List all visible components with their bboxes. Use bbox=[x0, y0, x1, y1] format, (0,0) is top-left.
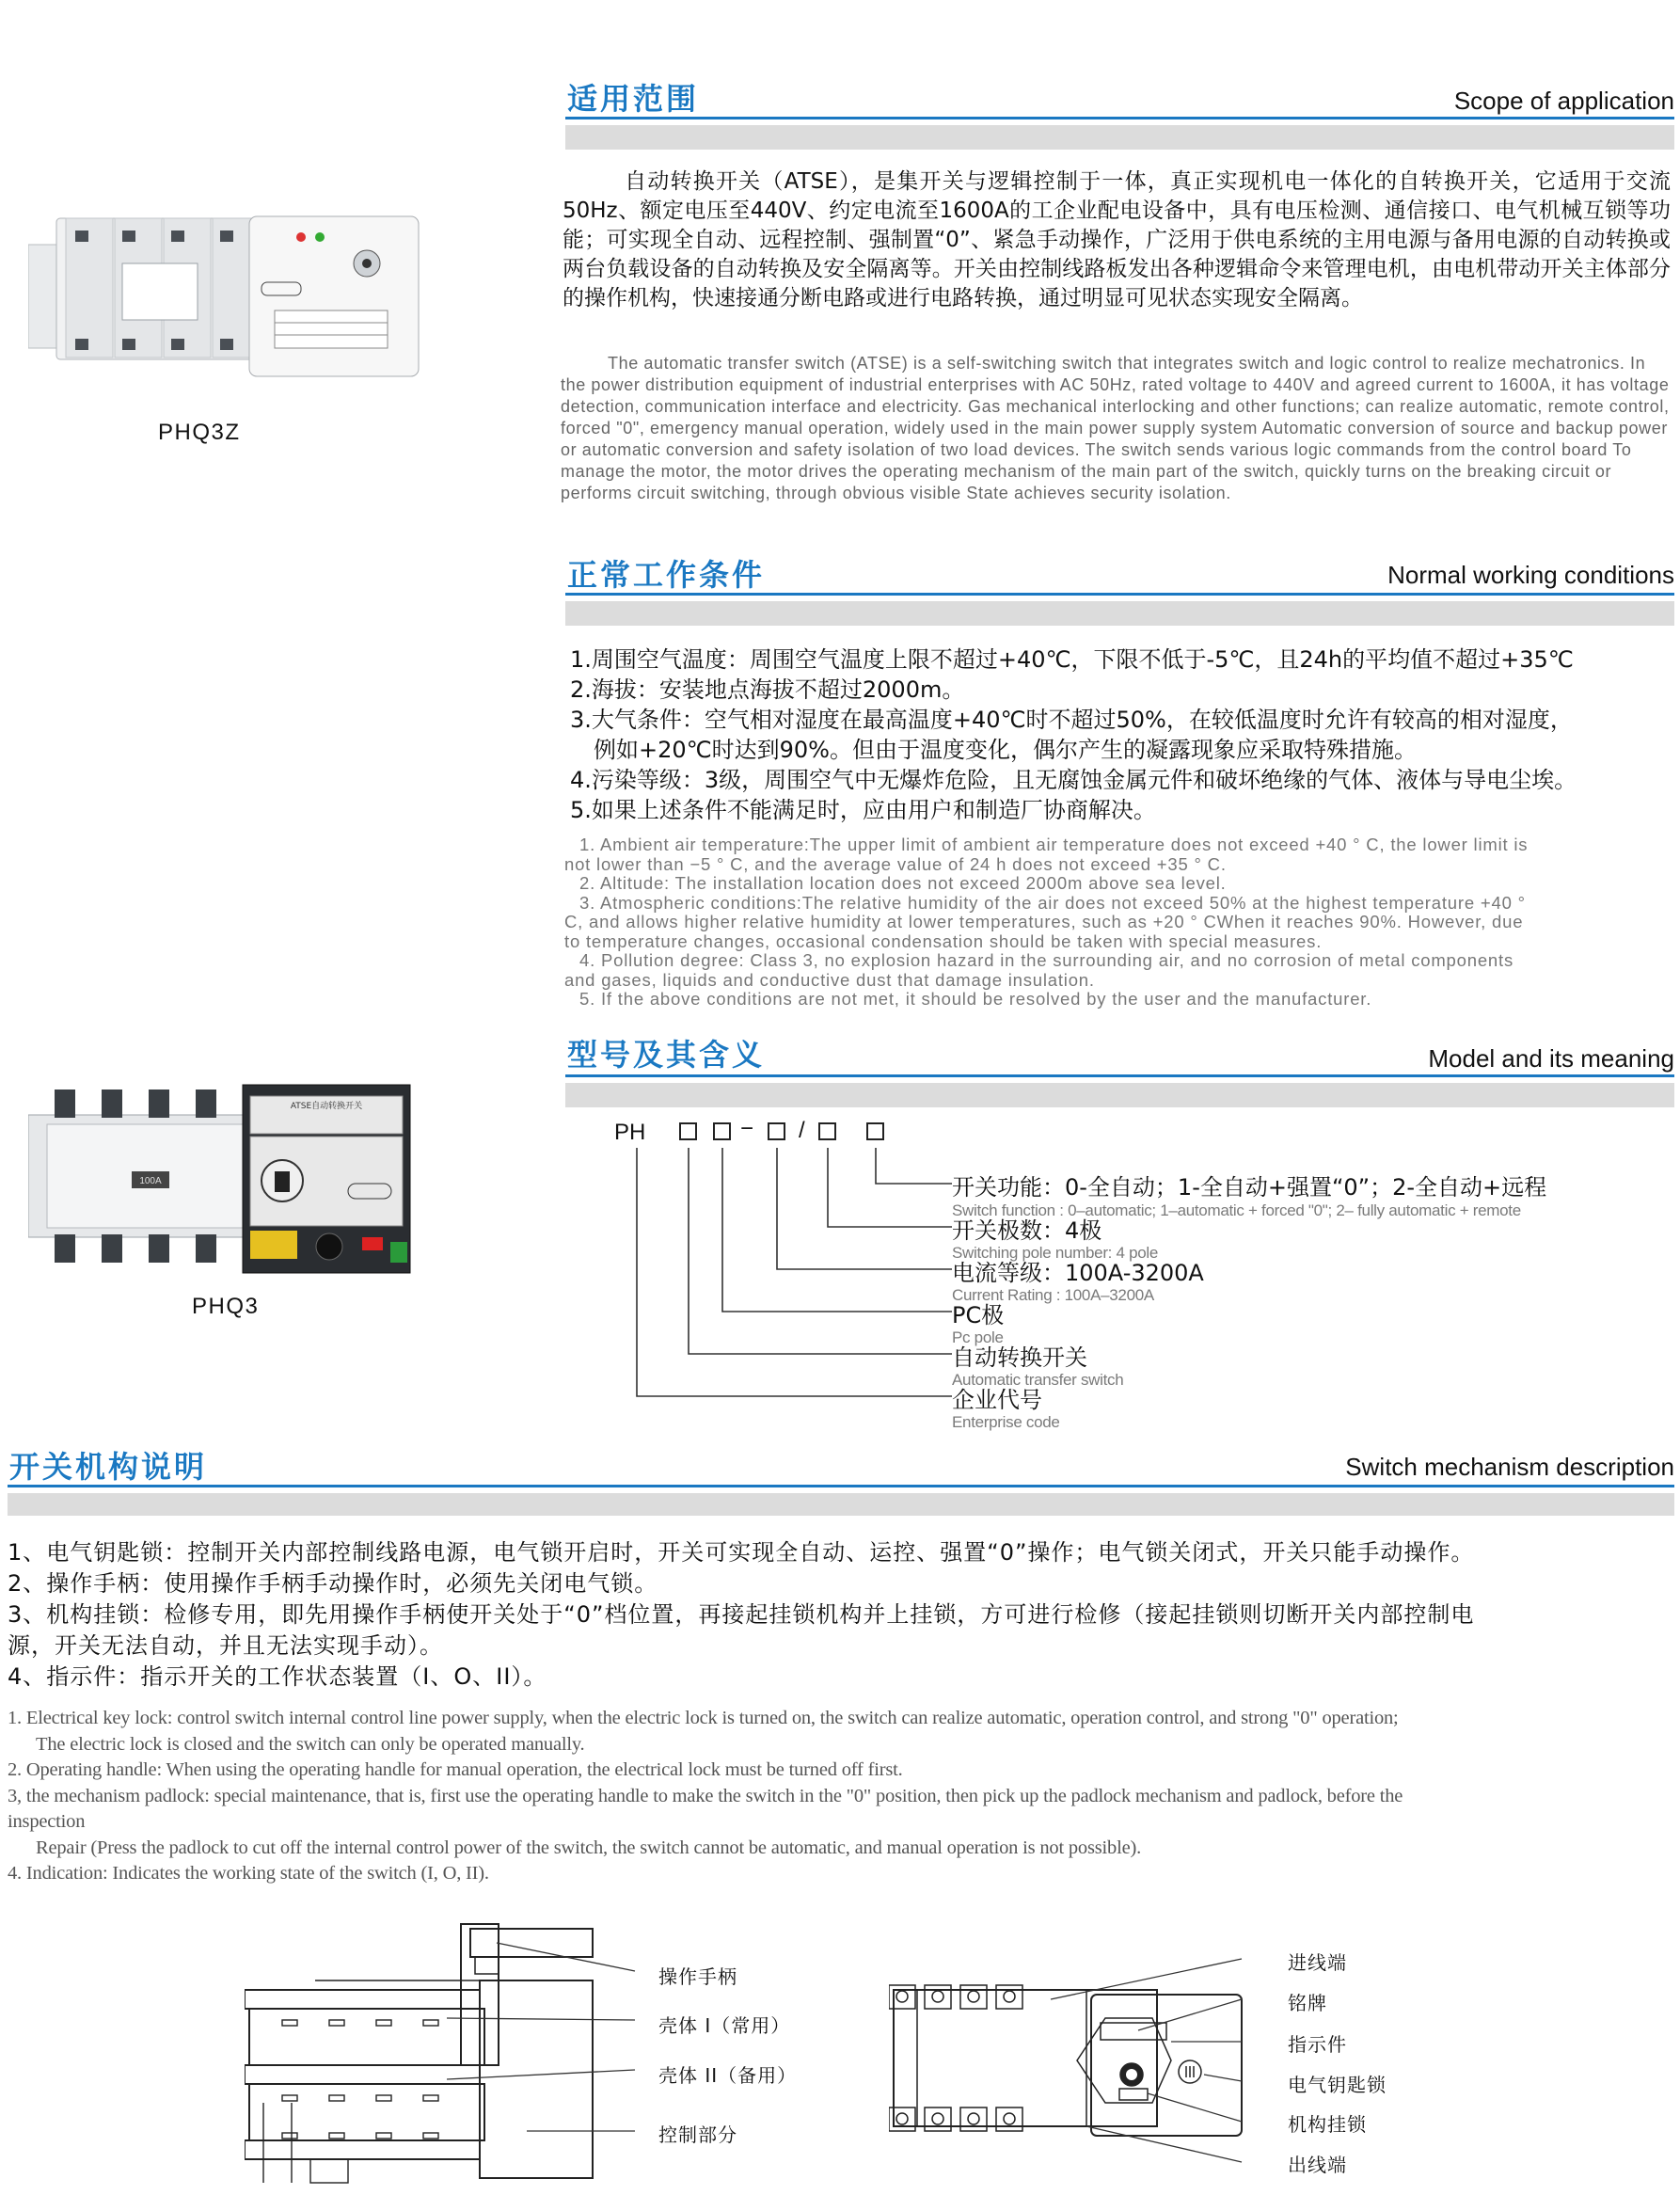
diagram-label-key-lock: 电气钥匙锁 bbox=[1288, 2074, 1387, 2096]
condition-item-zh: 3.大气条件：空气相对湿度在最高温度+40℃时不超过50%，在较低温度时允许有较高的相对湿度， bbox=[570, 707, 1573, 733]
mechanism-item-en: 2. Operating handle: When using the operating handle for manual operation, the electrical lock must be turned off first. bbox=[8, 1759, 903, 1780]
diagram-label-control: 控制部分 bbox=[658, 2123, 737, 2146]
product-rating-text: 100A bbox=[139, 1176, 162, 1186]
diagram-label-inlet: 进线端 bbox=[1288, 1951, 1347, 1974]
model-item-en: Enterprise code bbox=[952, 1413, 1060, 1431]
mechanism-item-zh: 4、指示件：指示开关的工作状态装置（I、O、II）。 bbox=[8, 1663, 547, 1690]
model-code-dash: − bbox=[740, 1116, 754, 1141]
diagram-label-handle: 操作手柄 bbox=[658, 1965, 737, 1988]
condition-item-en: 2. Altitude: The installation location does not exceed 2000m above sea level. bbox=[579, 873, 1227, 893]
conditions-list-en bbox=[564, 835, 1674, 1010]
mechanism-list-en bbox=[8, 1706, 1674, 1887]
model-item-en: Switch function : 0–automatic; 1–automatic + forced "0"; 2– fully automatic + remote bbox=[952, 1201, 1521, 1219]
mechanism-item-en: Repair (Press the padlock to cut off the internal control power of the switch, the switch cannot be automatic, and manual operation is not possible). bbox=[36, 1837, 1142, 1858]
model-title-en: Model and its meaning bbox=[1428, 1044, 1674, 1073]
model-leader-lines bbox=[564, 1138, 959, 1411]
product-face-text: ATSE自动转换开关 bbox=[290, 1102, 363, 1111]
condition-item-en: C, and allows higher relative humidity at lower temperatures, such as +20 ° CWhen it reaches 90%. However, due bbox=[564, 912, 1524, 931]
mechanism-list-zh bbox=[8, 1537, 1674, 1693]
mechanism-item-en: 4. Indication: Indicates the working state of the switch (I, O, II). bbox=[8, 1863, 489, 1884]
model-item-en: Current Rating : 100A–3200A bbox=[952, 1286, 1154, 1304]
model-code-slash: / bbox=[799, 1118, 805, 1143]
condition-item-zh: 1.周围空气温度：周围空气温度上限不超过+40℃，下限不低于-5℃，且24h的平均值不超过+35℃ bbox=[570, 646, 1574, 673]
conditions-title-zh: 正常工作条件 bbox=[567, 557, 766, 593]
mechanism-title-zh: 开关机构说明 bbox=[9, 1449, 208, 1485]
condition-item-zh: 例如+20℃时达到90%。但由于温度变化，偶尔产生的凝露现象应采取特殊措施。 bbox=[594, 737, 1417, 763]
mechanism-item-zh: 1、电气钥匙锁：控制开关内部控制线路电源，电气锁开启时，开关可实现全自动、运控、强置“0”操作；电气锁关闭式，开关只能手动操作。 bbox=[8, 1539, 1475, 1566]
diagram-side-view bbox=[245, 1915, 640, 2187]
model-title-zh: 型号及其含义 bbox=[567, 1037, 766, 1073]
product-caption-phq3z: PHQ3Z bbox=[158, 420, 241, 445]
diagram-label-shell-2: 壳体 II（备用） bbox=[658, 2064, 798, 2087]
condition-item-en: 3. Atmospheric conditions:The relative humidity of the air does not exceed 50% at the highest temperature +40 ° bbox=[579, 892, 1526, 913]
mechanism-title-en: Switch mechanism description bbox=[1345, 1453, 1674, 1481]
diagram-label-indicator: 指示件 bbox=[1288, 2033, 1347, 2056]
model-item-zh: 开关极数：4极 bbox=[952, 1217, 1102, 1244]
diagram-front-view bbox=[889, 1948, 1284, 2178]
product-image-phq3z bbox=[28, 188, 423, 390]
model-item-en: Pc pole bbox=[952, 1328, 1004, 1346]
model-item-zh: 电流等级：100A-3200A bbox=[952, 1260, 1204, 1286]
mechanism-item-en: 3, the mechanism padlock: special maintenance, that is, first use the operating handle to make the switch in the "0" position, then pick up the padlock mechanism and padlock, before the bbox=[8, 1785, 1403, 1806]
model-item-zh: 开关功能：0-全自动；1-全自动+强置“0”；2-全自动+远程 bbox=[952, 1174, 1547, 1201]
condition-item-en: not lower than −5 ° C, and the average value of 24 h does not exceed +35 ° C. bbox=[564, 853, 1227, 874]
scope-rule bbox=[565, 117, 1674, 119]
conditions-rule bbox=[565, 593, 1674, 596]
model-band bbox=[565, 1083, 1674, 1107]
mechanism-rule bbox=[8, 1485, 1674, 1487]
scope-paragraph-zh: 自动转换开关（ATSE），是集开关与逻辑控制于一体，真正实现机电一体化的自转换开关，它适用于交流50Hz、额定电压至440V、约定电流至1600A的工企业配电设备中，具有电压检测、通信接口、电气机械互锁等功能；可实现全自动、远程控制、强制置“0”、紧急手动操作，广泛用于供电系统的主用电源与备用电源的自动转换或两台负载设备的自动转换及安全隔离等。开关由控制线路板发出各种逻辑命令来管理电机，由电机带动开关主体部分的操作机构，快速接通分断电路或进行电路转换，通过明显可见状态实现安全隔离。 bbox=[563, 169, 1671, 310]
model-rule bbox=[565, 1074, 1674, 1077]
condition-item-zh: 2.海拔：安装地点海拔不超过2000m。 bbox=[570, 676, 965, 703]
model-item-en: Automatic transfer switch bbox=[952, 1371, 1124, 1389]
mechanism-item-zh: 源，开关无法自动，并且无法实现手动）。 bbox=[8, 1632, 443, 1659]
conditions-band bbox=[565, 601, 1674, 626]
model-item-zh: PC极 bbox=[952, 1302, 1005, 1328]
condition-item-zh: 4.污染等级：3级，周围空气中无爆炸危险，且无腐蚀金属元件和破坏绝缘的气体、液体与导电尘埃。 bbox=[570, 767, 1577, 793]
mechanism-band bbox=[8, 1493, 1674, 1516]
scope-band bbox=[565, 125, 1674, 150]
model-item-en: Switching pole number: 4 pole bbox=[952, 1244, 1159, 1262]
product-image-phq3 bbox=[28, 1082, 423, 1280]
model-code-prefix: PH bbox=[614, 1120, 646, 1145]
model-item-zh: 自动转换开关 bbox=[952, 1344, 1087, 1371]
mechanism-item-zh: 2、操作手柄：使用操作手柄手动操作时，必须先关闭电气锁。 bbox=[8, 1570, 658, 1597]
mechanism-item-en: inspection bbox=[8, 1811, 86, 1832]
condition-item-en: 4. Pollution degree: Class 3, no explosion hazard in the surrounding air, and no corrosion of metal components bbox=[579, 950, 1514, 970]
mechanism-item-zh: 3、机构挂锁：检修专用，即先用操作手柄使开关处于“0”档位置，再接起挂锁机构并上挂锁，方可进行检修（接起挂锁则切断开关内部控制电 bbox=[8, 1601, 1475, 1628]
condition-item-en: to temperature changes, occasional condensation should be taken with special measures. bbox=[564, 930, 1323, 951]
diagram-label-padlock: 机构挂锁 bbox=[1288, 2113, 1367, 2136]
condition-item-en: 5. If the above conditions are not met, it should be resolved by the user and the manufacturer. bbox=[579, 989, 1372, 1009]
condition-item-zh: 5.如果上述条件不能满足时，应由用户和制造厂协商解决。 bbox=[570, 797, 1156, 823]
conditions-title-en: Normal working conditions bbox=[1387, 561, 1674, 589]
scope-title-en: Scope of application bbox=[1453, 87, 1674, 115]
product-caption-phq3: PHQ3 bbox=[192, 1294, 260, 1319]
mechanism-item-en: 1. Electrical key lock: control switch internal control line power supply, when the electric lock is turned on, the switch can realize automatic, operation control, and strong "0" operation; bbox=[8, 1708, 1399, 1728]
condition-item-en: 1. Ambient air temperature:The upper limit of ambient air temperature does not exceed +40 ° C, the lower limit is bbox=[579, 835, 1529, 854]
mechanism-item-en: The electric lock is closed and the switch can only be operated manually. bbox=[36, 1733, 585, 1755]
diagram-label-nameplate: 铭牌 bbox=[1288, 1992, 1327, 2014]
scope-paragraph-en: The automatic transfer switch (ATSE) is a self-switching switch that integrates switch and logic control to realize mechatronics. In the power distribution equipment of industrial enterprises with AC 50Hz, rated voltage to 440V and agreed current to 1600A, it has voltage detection, communication interface and electricity. Gas mechanical interlocking and other functions; can realize automatic, remote control, forced "0", emergency manual operation, widely used in the main power supply system Automatic conversion of source and backup power or automatic conversion and safety isolation of two load devices. The switch sends various logic commands from the control board To manage the motor, the motor drives the operating mechanism of the main part of the switch, quickly turns on the breaking circuit or performs circuit switching, through obvious visible State achieves security isolation. bbox=[561, 354, 1670, 502]
diagram-label-outlet: 出线端 bbox=[1288, 2154, 1347, 2176]
conditions-list-zh bbox=[570, 644, 1680, 825]
condition-item-en: and gases, liquids and conductive dust that damage insulation. bbox=[564, 969, 1095, 990]
model-item-zh: 企业代号 bbox=[952, 1387, 1042, 1413]
diagram-label-shell-1: 壳体 I（常用） bbox=[658, 2014, 791, 2037]
scope-title-zh: 适用范围 bbox=[567, 81, 700, 117]
